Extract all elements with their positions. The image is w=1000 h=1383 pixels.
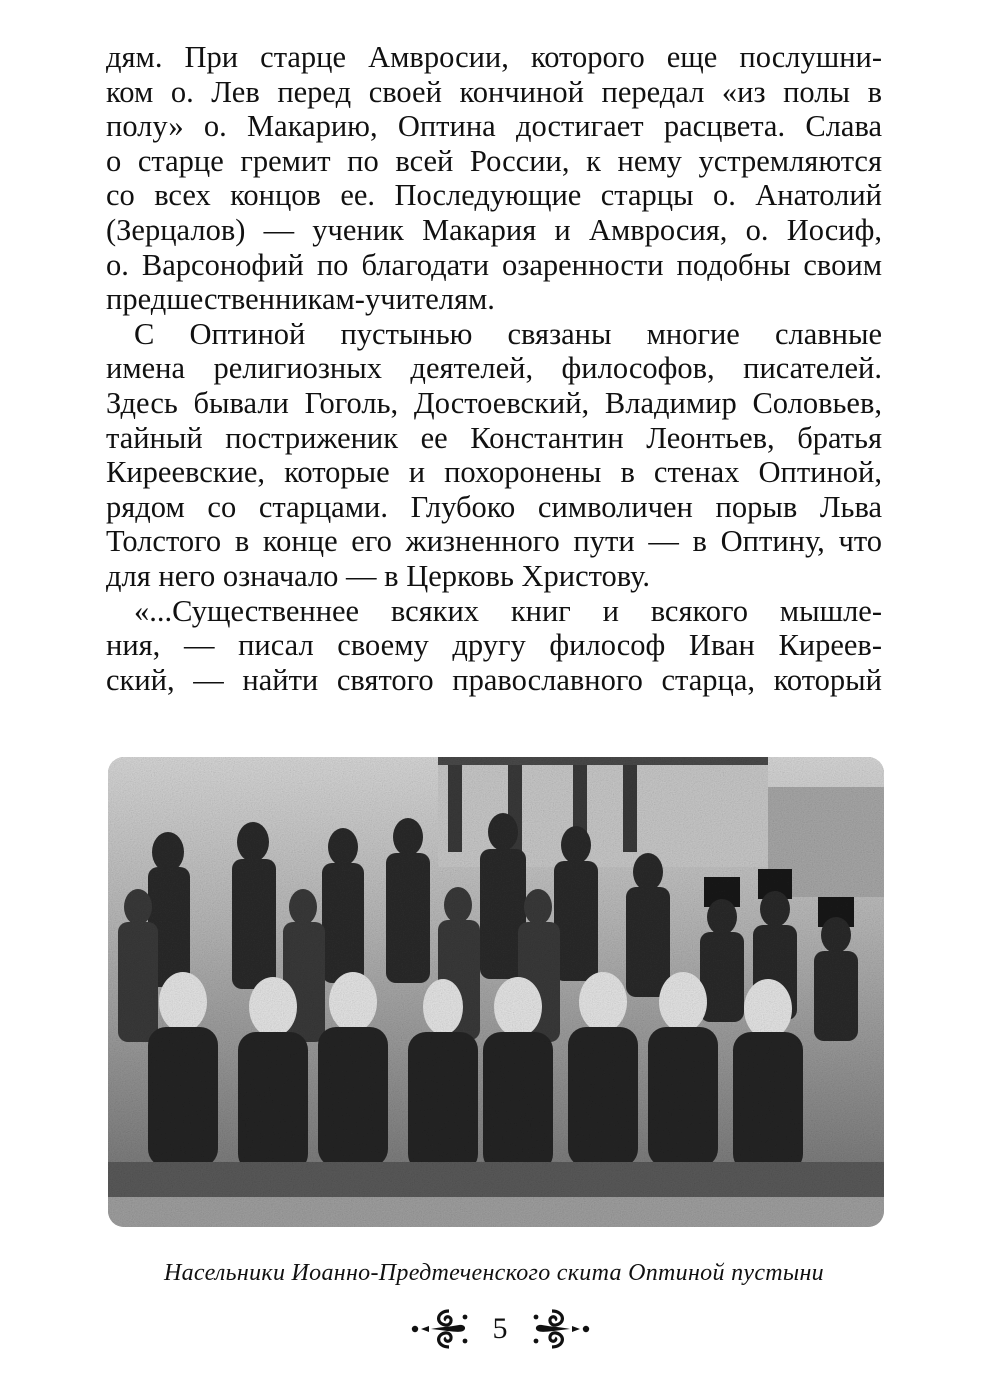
text-line: ский, — найти святого православного старца, который xyxy=(106,662,882,697)
fleuron-right-icon xyxy=(530,1307,592,1351)
text-line: со всех концов ее. Последующие старцы о. Анатолий xyxy=(106,178,882,213)
text-line: имена религиозных деятелей, философов, писателей. xyxy=(106,351,882,386)
group-photograph xyxy=(108,757,884,1227)
text-line: рядом со старцами. Глубоко символичен порыв Льва xyxy=(106,489,882,524)
paragraph xyxy=(106,317,882,594)
text-line: предшественникам-учителям. xyxy=(106,282,495,317)
text-line: ком о. Лев перед своей кончиной передал «из полы в xyxy=(106,74,882,109)
text-line: ния, — писал своему другу философ Иван Киреев- xyxy=(106,628,882,663)
text-line: о старце гремит по всей России, к нему устремляются xyxy=(106,143,882,178)
text-line: Киреевские, которые и похоронены в стенах Оптиной, xyxy=(106,455,882,490)
page-number: 5 xyxy=(492,1312,508,1345)
text-line: дям. При старце Амвросии, которого еще послушни- xyxy=(106,40,882,74)
text-line: С Оптиной пустынью связаны многие славные xyxy=(134,316,882,351)
group-photograph-image xyxy=(108,757,884,1227)
text-line: Толстого в конце его жизненного пути — в Оптину, что xyxy=(106,524,882,559)
text-line: полу» о. Макарию, Оптина достигает расцвета. Слава xyxy=(106,109,882,144)
text-line: для него означало — в Церковь Христову. xyxy=(106,558,650,593)
text-line: о. Варсонофий по благодати озаренности подобны своим xyxy=(106,247,882,282)
text-line: (Зерцалов) — ученик Макария и Амвросия, о. Иосиф, xyxy=(106,212,882,247)
text-line: Здесь бывали Гоголь, Достоевский, Владимир Соловьев, xyxy=(106,385,882,420)
photo-caption: Насельники Иоанно-Предтеченского скита Оптиной пустыни xyxy=(164,1260,824,1286)
text-line: тайный постриженик ее Константин Леонтьев, братья xyxy=(106,420,882,455)
paragraph xyxy=(106,40,882,317)
body-text xyxy=(106,40,882,697)
page-footer xyxy=(0,1304,1000,1354)
text-line: «...Существеннее всяких книг и всякого мышле- xyxy=(134,593,882,628)
paragraph xyxy=(106,594,882,698)
fleuron-left-icon xyxy=(409,1307,471,1351)
